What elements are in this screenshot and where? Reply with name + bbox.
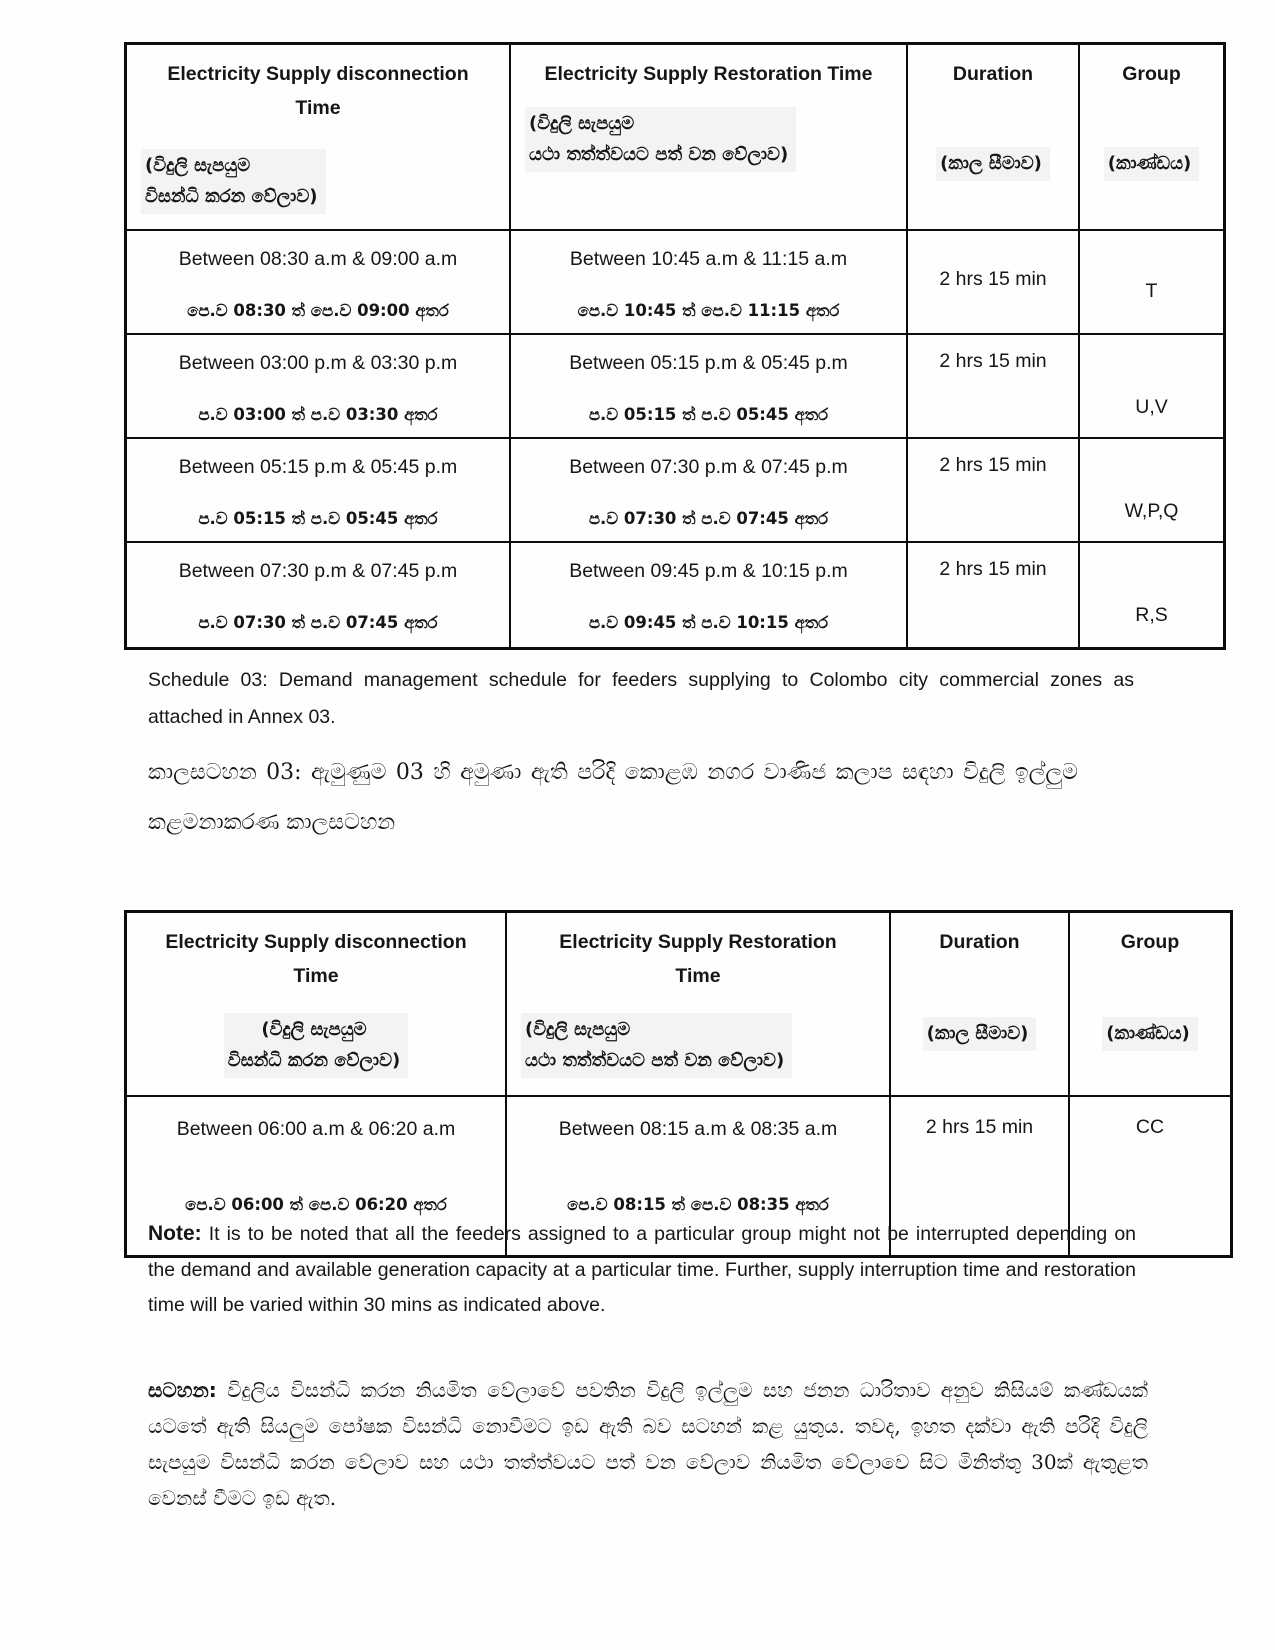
group-value: R,S bbox=[1135, 604, 1168, 626]
col-header-restoration-time bbox=[511, 45, 908, 231]
col-header-duration-en: Duration bbox=[939, 931, 1020, 953]
col-header-group bbox=[1070, 913, 1230, 1097]
disconnection-time-en: Between 05:15 p.m & 05:45 p.m bbox=[178, 456, 458, 478]
schedule-caption-english: Schedule 03: Demand management schedule for feeders supplying to Colombo city commercial zones as attached in Annex 03. bbox=[148, 669, 1134, 728]
group-cell bbox=[1080, 231, 1223, 335]
col-header-duration bbox=[891, 913, 1070, 1097]
disconnection-time-cell bbox=[127, 231, 511, 335]
col-header-duration-si: (කාල සීමාව) bbox=[923, 1017, 1037, 1051]
group-cell bbox=[1080, 543, 1223, 647]
note-sinhala bbox=[148, 1372, 1148, 1516]
restoration-time-cell bbox=[511, 231, 908, 335]
col-header-group-en: Group bbox=[1122, 63, 1181, 85]
col-header-restoration-si: (විදුලි සැපයුම යථා තත්ත්වයට පත් වන වේලාව) bbox=[521, 1013, 792, 1078]
col-header-restoration-en: Electricity Supply Restoration Time bbox=[544, 63, 873, 85]
disconnection-time-si: ප.ව 05:15 ත් ප.ව 05:45 අතර bbox=[198, 509, 438, 528]
disconnection-time-si: ප.ව 07:30 ත් ප.ව 07:45 අතර bbox=[198, 613, 438, 632]
col-header-disconnection-en: Electricity Supply disconnection Time bbox=[165, 931, 467, 987]
demand-schedule-table-2 bbox=[124, 910, 1233, 1258]
duration-value: 2 hrs 15 min bbox=[925, 1116, 1034, 1138]
duration-value: 2 hrs 15 min bbox=[939, 454, 1047, 476]
restoration-time-cell bbox=[511, 335, 908, 439]
disconnection-time-si: පෙ.ව 06:00 ත් පෙ.ව 06:20 අතර bbox=[185, 1195, 447, 1214]
duration-cell bbox=[908, 335, 1080, 439]
restoration-time-si: ප.ව 07:30 ත් ප.ව 07:45 අතර bbox=[588, 509, 829, 528]
group-value: T bbox=[1145, 280, 1158, 302]
disconnection-time-cell bbox=[127, 439, 511, 543]
col-header-restoration-si: (විදුලි සැපයුම යථා තත්ත්වයට පත් වන වේලාව) bbox=[525, 107, 796, 172]
col-header-disconnection-time bbox=[127, 913, 507, 1097]
restoration-time-cell bbox=[511, 543, 908, 647]
col-header-group-en: Group bbox=[1120, 931, 1180, 953]
col-header-disconnection-si: (විදුලි සැපයුම විසන්ධි කරන වේලාව) bbox=[141, 149, 326, 214]
demand-schedule-table-1 bbox=[124, 42, 1226, 650]
restoration-time-en: Between 08:15 a.m & 08:35 a.m bbox=[558, 1118, 838, 1140]
restoration-time-cell bbox=[511, 439, 908, 543]
duration-cell bbox=[908, 439, 1080, 543]
restoration-time-en: Between 10:45 a.m & 11:15 a.m bbox=[569, 248, 848, 270]
note-text-english: It is to be noted that all the feeders assigned to a particular group might not be interrupted depending on the demand and available generation capacity at a particular time. Further, supply interruption time and restoration time will be varied within 30 mins as indicated above. bbox=[148, 1223, 1137, 1316]
note-text-sinhala: විදුලිය විසන්ධි කරන නියමිත වේලාවේ පවතින විදුලි ඉල්ලුම සහ ජනන ධාරිතාව අනුව කිසියම් කණ්ඩයක් යටතේ ඇති සියලුම පෝෂක විසන්ධි නොවීමට ඉඩ ඇති බව සටහන් කළ යුතුය. තවද, ඉහත දක්වා ඇති පරිදි විදුලි සැපයුම විසන්ධි කරන වේලාව සහ යථා තත්ත්වයට පත් වන වේලාව නියමිත වේලාවෙ සිට මිනිත්තු 30ක් ඇතුළත වෙනස් වීමට ඉඩ ඇත. bbox=[148, 1378, 1148, 1510]
col-header-disconnection-time bbox=[127, 45, 511, 231]
col-header-disconnection-en: Electricity Supply disconnection Time bbox=[167, 63, 469, 119]
disconnection-time-cell bbox=[127, 543, 511, 647]
col-header-duration bbox=[908, 45, 1080, 231]
disconnection-time-en: Between 08:30 a.m & 09:00 a.m bbox=[178, 248, 458, 270]
col-header-restoration-en: Electricity Supply Restoration Time bbox=[559, 931, 837, 987]
restoration-time-en: Between 09:45 p.m & 10:15 p.m bbox=[569, 560, 848, 582]
col-header-group-si: (කාණ්ඩය) bbox=[1102, 1017, 1198, 1051]
disconnection-time-si: ප.ව 03:00 ත් ප.ව 03:30 අතර bbox=[198, 405, 438, 424]
note-label-english: Note: bbox=[148, 1222, 202, 1245]
group-value: W,P,Q bbox=[1124, 500, 1179, 522]
duration-value: 2 hrs 15 min bbox=[939, 268, 1047, 290]
disconnection-time-en: Between 03:00 p.m & 03:30 p.m bbox=[178, 352, 458, 374]
restoration-time-si: පෙ.ව 08:15 ත් පෙ.ව 08:35 අතර bbox=[567, 1195, 829, 1214]
restoration-time-si: ප.ව 09:45 ත් ප.ව 10:15 අතර bbox=[588, 613, 829, 632]
restoration-time-en: Between 07:30 p.m & 07:45 p.m bbox=[569, 456, 848, 478]
disconnection-time-en: Between 06:00 a.m & 06:20 a.m bbox=[176, 1118, 456, 1140]
restoration-time-si: ප.ව 05:15 ත් ප.ව 05:45 අතර bbox=[588, 405, 829, 424]
disconnection-time-en: Between 07:30 p.m & 07:45 p.m bbox=[178, 560, 458, 582]
note-label-sinhala: සටහන: bbox=[148, 1378, 217, 1402]
duration-value: 2 hrs 15 min bbox=[939, 558, 1047, 580]
col-header-group-si: (කාණ්ඩය) bbox=[1104, 147, 1200, 181]
col-header-group bbox=[1080, 45, 1223, 231]
disconnection-time-si: පෙ.ව 08:30 ත් පෙ.ව 09:00 අතර bbox=[187, 301, 449, 320]
col-header-duration-si: (කාල සීමාව) bbox=[936, 147, 1050, 181]
group-cell bbox=[1080, 335, 1223, 439]
duration-value: 2 hrs 15 min bbox=[939, 350, 1047, 372]
col-header-disconnection-si: (විදුලි සැපයුම විසන්ධි කරන වේලාව) bbox=[224, 1013, 409, 1078]
restoration-time-si: පෙ.ව 10:45 ත් පෙ.ව 11:15 අතර bbox=[577, 301, 840, 320]
restoration-time-en: Between 05:15 p.m & 05:45 p.m bbox=[569, 352, 848, 374]
group-cell bbox=[1080, 439, 1223, 543]
duration-cell bbox=[908, 543, 1080, 647]
duration-cell bbox=[908, 231, 1080, 335]
group-value: U,V bbox=[1135, 396, 1168, 418]
disconnection-time-cell bbox=[127, 335, 511, 439]
note-english bbox=[148, 1216, 1136, 1324]
col-header-restoration-time bbox=[507, 913, 891, 1097]
group-value: CC bbox=[1135, 1116, 1165, 1138]
col-header-duration-en: Duration bbox=[952, 63, 1034, 85]
schedule-caption-sinhala: කාලසටහන 03: ඇමුණුම 03 හි අමුණා ඇති පරිදි කොළඹ නගර වාණිජ කලාප සඳහා විදුලි ඉල්ලුම කළමනාකරණ කාලසටහන bbox=[148, 760, 1078, 835]
